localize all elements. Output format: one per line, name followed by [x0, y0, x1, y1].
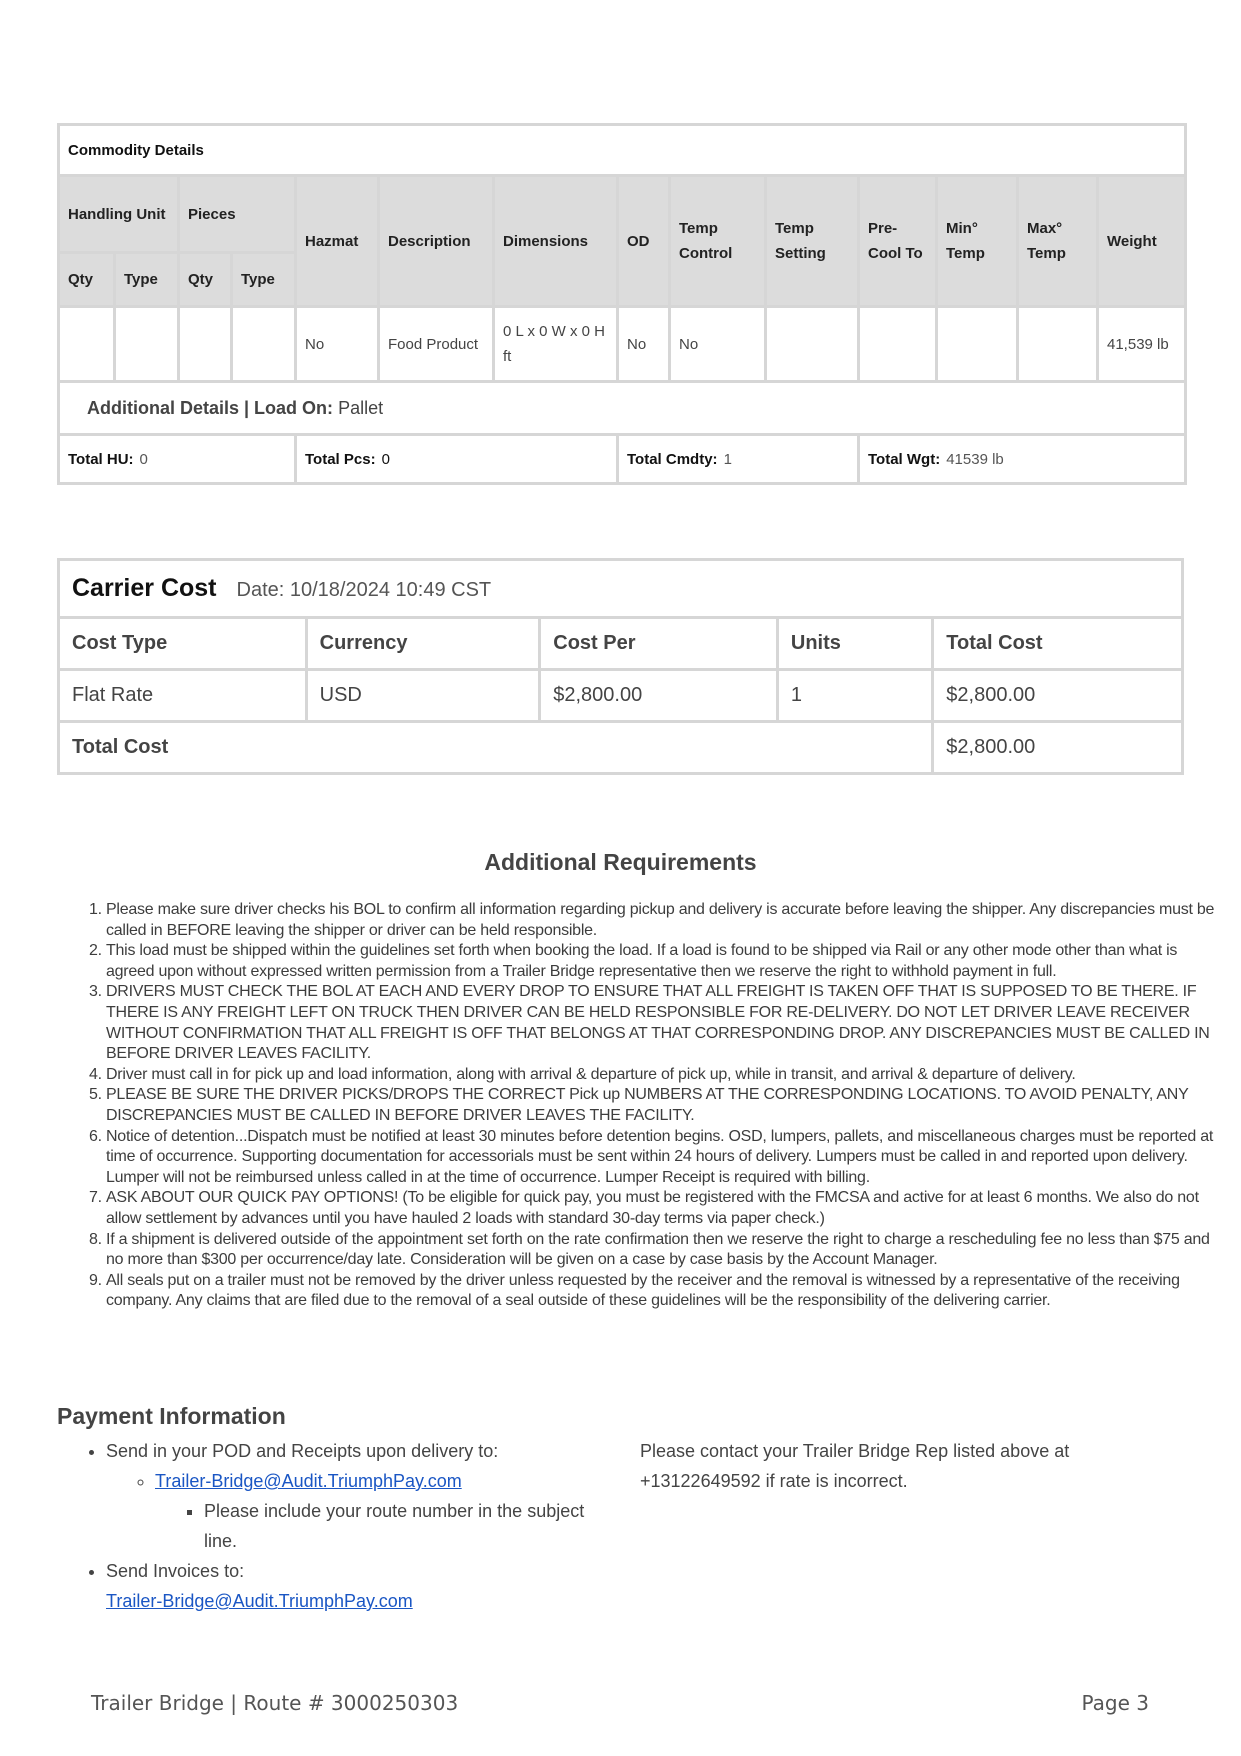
temp-control-header: Temp Control	[670, 176, 766, 307]
commodity-row	[59, 307, 1186, 382]
additional-requirements-title: Additional Requirements	[484, 849, 757, 875]
list-item: 3. DRIVERS MUST CHECK THE BOL AT EACH AND EVERY DROP TO ENSURE THAT ALL FREIGHT IS TAKEN OFF THAT IS SUPPOSED TO BE THERE. IF THERE IS ANY FREIGHT LEFT ON TRUCK THEN DRIVER CAN BE HELD RESPONSIBLE FOR RE-DELIVERY. DO NOT LET DRIVER LEAVE RECEIVER WITHOUT CONFIRMATION THAT ALL FREIGHT IS OFF THAT BELONGS AT THAT CORRESPONDING DROP. ANY DISCREPANCIES MUST BE CALLED IN BEFORE DRIVER LEAVES FACILITY.	[106, 982, 1228, 1064]
weight-header: Weight	[1098, 176, 1186, 307]
temp-setting-header: Temp Setting	[766, 176, 859, 307]
total-cost-value: $2,800.00	[933, 722, 1183, 774]
payment-instructions	[57, 1436, 617, 1616]
handling-unit-header: Handling Unit	[59, 176, 179, 253]
list-item: 2. This load must be shipped within the guidelines set forth when booking the load. If a load is found to be shipped via Rail or any other mode other than what is agreed upon without expressed written permission from a Trailer Bridge representative then we reserve the right to withhold payment in full.	[106, 941, 1228, 982]
table-row	[59, 670, 1183, 722]
rate-contact-note: Please contact your Trailer Bridge Rep listed above at +13122649592 if rate is incorrect.	[640, 1441, 1070, 1491]
cost-type-cell: Flat Rate	[59, 670, 307, 722]
payment-information-title: Payment Information	[57, 1403, 286, 1429]
pcs-qty-cell	[179, 307, 232, 382]
hu-qty-header: Qty	[59, 253, 115, 307]
total-wgt-label: Total Wgt:	[868, 450, 941, 468]
carrier-cost-header	[59, 560, 1183, 618]
total-cmdty-label: Total Cmdty:	[627, 450, 718, 468]
additional-details-label: Additional Details | Load On:	[87, 397, 334, 418]
max-temp-header: Max° Temp	[1018, 176, 1098, 307]
total-pcs-label: Total Pcs:	[305, 450, 376, 468]
min-temp-header: Min° Temp	[937, 176, 1018, 307]
od-cell: No	[618, 307, 670, 382]
min-temp-cell	[937, 307, 1018, 382]
list-item: 8. If a shipment is delivered outside of the appointment set forth on the rate confirmation then we reserve the right to charge a rescheduling fee no less than $75 and no more than $300 per occurrence/day late. Consideration will be given on a case by case basis by the Account Manager.	[106, 1230, 1228, 1271]
carrier-cost-date: Date: 10/18/2024 10:49 CST	[236, 579, 492, 601]
footer-route: Trailer Bridge | Route # 3000250303	[91, 1691, 459, 1715]
invoice-text: Send Invoices to:	[106, 1561, 245, 1581]
dimensions-header: Dimensions	[494, 176, 618, 307]
total-hu-value: 0	[139, 450, 148, 468]
total-cost-header: Total Cost	[933, 618, 1183, 670]
list-item: 4. Driver must call in for pick up and load information, along with arrival & departure of pick up, while in transit, and arrival & departure of delivery.	[106, 1065, 1228, 1086]
total-cost-label: Total Cost	[59, 722, 933, 774]
invoice-instruction	[106, 1556, 617, 1616]
currency-header: Currency	[306, 618, 540, 670]
pod-text: Send in your POD and Receipts upon delivery to:	[106, 1441, 499, 1461]
pre-cool-to-cell	[859, 307, 937, 382]
pieces-header: Pieces	[179, 176, 296, 253]
total-cmdty	[618, 435, 859, 484]
cost-per-header: Cost Per	[540, 618, 778, 670]
units-header: Units	[777, 618, 932, 670]
temp-control-cell: No	[670, 307, 766, 382]
pod-email-link[interactable]: Trailer-Bridge@Audit.TriumphPay.com	[155, 1471, 462, 1491]
pcs-type-header: Type	[232, 253, 296, 307]
units-cell: 1	[777, 670, 932, 722]
total-hu-label: Total HU:	[68, 450, 134, 468]
description-header: Description	[379, 176, 494, 307]
invoice-email-link[interactable]: Trailer-Bridge@Audit.TriumphPay.com	[106, 1591, 413, 1611]
temp-setting-cell	[766, 307, 859, 382]
dimensions-cell: 0 L x 0 W x 0 H ft	[494, 307, 618, 382]
cost-per-cell: $2,800.00	[540, 670, 778, 722]
carrier-cost-table	[57, 558, 1184, 775]
cost-type-header: Cost Type	[59, 618, 307, 670]
total-hu	[59, 435, 296, 484]
pod-email-item	[155, 1466, 617, 1556]
commodity-details-title: Commodity Details	[59, 125, 1186, 176]
list-item: 1. Please make sure driver checks his BOL to confirm all information regarding pickup and delivery is accurate before leaving the shipper. Any discrepancies must be called in BEFORE leaving the shipper or driver can be held responsible.	[106, 900, 1228, 941]
total-cost-cell: $2,800.00	[933, 670, 1183, 722]
description-cell: Food Product	[379, 307, 494, 382]
pcs-qty-header: Qty	[179, 253, 232, 307]
pre-cool-to-header: Pre-Cool To	[859, 176, 937, 307]
list-item: 5. PLEASE BE SURE THE DRIVER PICKS/DROPS THE CORRECT Pick up NUMBERS AT THE CORRESPONDING LOCATIONS. TO AVOID PENALTY, ANY DISCREPANCIES MUST BE CALLED IN BEFORE DRIVER LEAVES THE FACILITY.	[106, 1085, 1228, 1126]
od-header: OD	[618, 176, 670, 307]
hazmat-header: Hazmat	[296, 176, 379, 307]
hazmat-cell: No	[296, 307, 379, 382]
page-number: Page 3	[1081, 1691, 1149, 1715]
total-pcs	[296, 435, 618, 484]
total-cmdty-value: 1	[723, 450, 732, 468]
max-temp-cell	[1018, 307, 1098, 382]
currency-cell: USD	[306, 670, 540, 722]
requirements-list	[57, 900, 1228, 1312]
commodity-details-table	[57, 123, 1187, 485]
additional-details	[59, 382, 1186, 435]
hu-type-header: Type	[115, 253, 179, 307]
list-item: 6. Notice of detention...Dispatch must be notified at least 30 minutes before detention begins. OSD, lumpers, pallets, and miscellaneous charges must be reported at time of occurrence. Supporting documentation for accessorials must be sent within 24 hours of delivery. Lumpers must be called in and reported upon delivery. Lumper will not be reimbursed unless called in at the time of occurrence. Lumper Receipt is required with billing.	[106, 1127, 1228, 1189]
subject-note: ▪ Please include your route number in the subject line.	[204, 1496, 617, 1556]
total-wgt-value: 41539 lb	[946, 450, 1004, 468]
list-item: 7. ASK ABOUT OUR QUICK PAY OPTIONS! (To be eligible for quick pay, you must be registered with the FMCSA and active for at least 6 months. We also do not allow settlement by advances until you have hauled 2 loads with standard 30-day terms via paper check.)	[106, 1188, 1228, 1229]
pcs-type-cell	[232, 307, 296, 382]
hu-type-cell	[115, 307, 179, 382]
list-item: 9. All seals put on a trailer must not be removed by the driver unless requested by the receiver and the removal is witnessed by a representative of the receiving company. Any claims that are filed due to the removal of a seal outside of these guidelines will be the responsibility of the delivering carrier.	[106, 1271, 1228, 1312]
total-wgt	[859, 435, 1186, 484]
pod-instruction	[106, 1436, 617, 1556]
weight-cell: 41,539 lb	[1098, 307, 1186, 382]
load-on-value: Pallet	[338, 397, 384, 418]
carrier-cost-title: Carrier Cost	[72, 574, 217, 602]
total-pcs-value: 0	[381, 450, 390, 468]
hu-qty-cell	[59, 307, 115, 382]
